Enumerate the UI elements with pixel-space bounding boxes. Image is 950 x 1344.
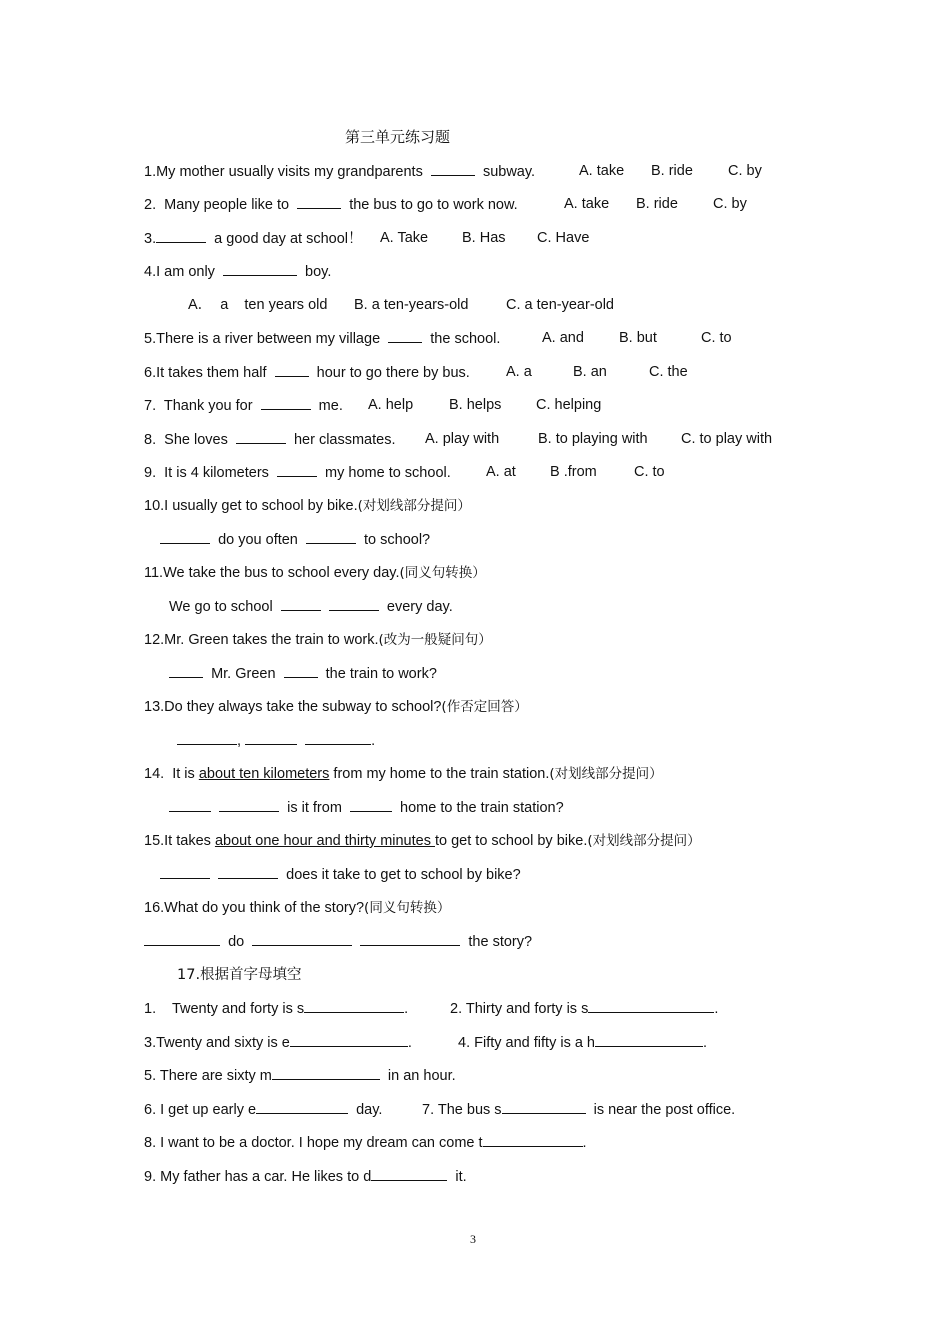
q4-option-b: B. a ten-years-old: [354, 297, 469, 313]
fill-line-4: [144, 1099, 736, 1120]
q1-text: 1.My mother usually visits my grandparents: [144, 164, 423, 180]
q9-after: my home to school.: [325, 465, 451, 481]
blank[interactable]: [284, 663, 318, 678]
fill-4-text: 4. Fifty and fifty is a h: [458, 1035, 595, 1051]
q7-option-c: C. helping: [536, 397, 602, 413]
blank[interactable]: [160, 864, 210, 879]
blank[interactable]: [223, 261, 297, 276]
q8-after: her classmates.: [293, 432, 396, 448]
q17-title: 17.根据首字母填空: [177, 967, 302, 983]
blank[interactable]: [595, 1032, 703, 1047]
question-12: [144, 630, 492, 650]
blank[interactable]: [290, 1032, 408, 1047]
q1-after: subway.: [482, 164, 536, 180]
page-number: 3: [470, 1232, 476, 1246]
blank[interactable]: [502, 1099, 586, 1114]
q8-text: 8. She loves: [144, 432, 228, 448]
q4-option-a: A． a ten years old: [188, 297, 328, 313]
blank[interactable]: [277, 462, 317, 477]
blank[interactable]: [219, 797, 279, 812]
fill-6-text: 6. I get up early e: [144, 1102, 257, 1118]
question-4: [144, 261, 331, 282]
q9-option-c: C. to: [634, 464, 665, 480]
fill-line-6: [144, 1166, 467, 1187]
q15-text-post: to get to school by bike.: [435, 833, 588, 849]
fill-5-text: 5. There are sixty m: [144, 1068, 272, 1084]
blank[interactable]: [388, 328, 422, 343]
question-10: [144, 496, 471, 516]
q11-answer-text-1: We go to school: [169, 599, 273, 615]
blank[interactable]: [144, 931, 220, 946]
question-1: [144, 161, 762, 182]
fill-1-text: 1. Twenty and forty is s: [144, 1001, 305, 1017]
q6-option-b: B. an: [573, 364, 607, 380]
fill-8-text: 8. I want to be a doctor. I hope my dream can come t: [144, 1135, 483, 1151]
fill-9-text: 9. My father has a car. He likes to d: [144, 1169, 372, 1185]
q14-answer-text-2: home to the train station?: [400, 800, 564, 816]
question-14-answer: [169, 797, 564, 818]
q4-option-c: C. a ten-year-old: [506, 297, 614, 313]
q3-text: 3.: [144, 231, 157, 247]
question-5: [144, 328, 732, 349]
question-15: [144, 831, 701, 851]
q12-text: 12.Mr. Green takes the train to work.: [144, 632, 379, 648]
fill-3-text: 3.Twenty and sixty is e: [144, 1035, 290, 1051]
blank[interactable]: [160, 529, 210, 544]
q6-text: 6.It takes them half: [144, 365, 267, 381]
question-11-answer: [169, 596, 453, 617]
q6-option-a: A. a: [506, 364, 532, 380]
q7-after: me.: [318, 398, 343, 414]
q5-option-c: C. to: [701, 330, 732, 346]
q13-note: (作否定回答）: [441, 699, 528, 715]
blank[interactable]: [218, 864, 278, 879]
blank[interactable]: [371, 1166, 447, 1181]
q4-after: boy.: [305, 264, 332, 280]
blank[interactable]: [252, 931, 352, 946]
question-12-answer: [169, 663, 437, 684]
q3-after: a good day at school！: [214, 231, 363, 247]
q9-text: 9. It is 4 kilometers: [144, 465, 269, 481]
q1-option-c: C. by: [728, 163, 762, 179]
q5-after: the school.: [430, 331, 501, 347]
q3-option-c: C. Have: [537, 230, 590, 246]
q11-text: 11.We take the bus to school every day.: [144, 565, 400, 581]
q15-answer-text-1: does it take to get to school by bike?: [286, 867, 521, 883]
q2-option-a: A. take: [564, 196, 610, 212]
q12-note: (改为一般疑问句）: [378, 632, 492, 648]
q8-option-b: B. to playing with: [538, 431, 648, 447]
q14-answer-text-1: is it from: [287, 800, 342, 816]
q8-option-c: C. to play with: [681, 431, 773, 447]
q10-answer-text-2: to school?: [364, 532, 431, 548]
q16-answer-text-2: the story?: [468, 934, 533, 950]
q14-note: (对划线部分提问）: [549, 766, 663, 782]
blank[interactable]: [483, 1132, 583, 1147]
q14-underlined: about ten kilometers: [198, 766, 330, 782]
q8-option-a: A. play with: [425, 431, 500, 447]
q5-text: 5.There is a river between my village: [144, 331, 381, 347]
fill-line-1: 1. Twenty and forty is s . 2. Thirty and forty is s .: [144, 998, 408, 1019]
fill-7-after: is near the post office.: [593, 1102, 736, 1118]
question-17-title: [177, 965, 302, 985]
q13-text: 13.Do they always take the subway to school?: [144, 699, 442, 715]
q5-option-b: B. but: [619, 330, 657, 346]
q7-option-a: A. help: [368, 397, 414, 413]
question-11: [144, 563, 486, 583]
question-16: [144, 898, 450, 918]
blank[interactable]: [177, 730, 237, 745]
q14-text-post: from my home to the train station.: [329, 766, 550, 782]
q7-option-b: B. helps: [449, 397, 502, 413]
blank[interactable]: [261, 395, 311, 410]
question-13: [144, 697, 528, 717]
q16-text: 16.What do you think of the story?: [144, 900, 365, 916]
blank[interactable]: [431, 161, 475, 176]
blank[interactable]: [236, 429, 286, 444]
blank[interactable]: [588, 998, 714, 1013]
q2-option-b: B. ride: [636, 196, 678, 212]
q5-option-a: A. and: [542, 330, 584, 346]
q12-answer-text-1: Mr. Green: [211, 666, 276, 682]
blank[interactable]: [297, 194, 341, 209]
question-10-answer: [160, 529, 430, 550]
blank[interactable]: [156, 228, 206, 243]
question-14: [144, 764, 663, 784]
q16-note: (同义句转换）: [364, 900, 451, 916]
question-8: [144, 429, 773, 450]
fill-line-2: 3.Twenty and sixty is e . 4. Fifty and fifty is a h .: [144, 1032, 412, 1053]
blank[interactable]: [281, 596, 321, 611]
q16-answer-text-1: do: [228, 934, 245, 950]
q2-after: the bus to go to work now.: [349, 197, 518, 213]
q11-answer-text-2: every day.: [386, 599, 453, 615]
q3-option-b: B. Has: [462, 230, 506, 246]
q10-note: (对划线部分提问）: [357, 498, 471, 514]
q15-text-pre: 15.It takes: [144, 833, 215, 849]
fill-line-3: [144, 1065, 456, 1086]
blank[interactable]: [304, 998, 404, 1013]
q1-option-a: A. take: [579, 163, 625, 179]
fill-6-after: day.: [356, 1102, 383, 1118]
blank[interactable]: [306, 529, 356, 544]
q11-note: (同义句转换）: [399, 565, 486, 581]
question-2: [144, 194, 747, 215]
q10-answer-text-1: do you often: [218, 532, 298, 548]
fill-7-text: 7. The bus s: [422, 1102, 502, 1118]
question-13-answer: , .: [177, 730, 375, 751]
q14-text-pre: 14. It is: [144, 766, 199, 782]
blank[interactable]: [275, 362, 309, 377]
q9-option-a: A. at: [486, 464, 516, 480]
page-title: 第三单元练习题: [345, 128, 451, 146]
fill-5-after: in an hour.: [387, 1068, 456, 1084]
blank[interactable]: [169, 797, 211, 812]
fill-9-after: it.: [455, 1169, 467, 1185]
q15-note: (对划线部分提问）: [587, 833, 701, 849]
question-4-options: [188, 295, 614, 315]
q12-answer-text-2: the train to work?: [325, 666, 437, 682]
question-9: [144, 462, 665, 483]
blank[interactable]: [350, 797, 392, 812]
q4-text: 4.I am only: [144, 264, 215, 280]
question-15-answer: [160, 864, 521, 885]
blank[interactable]: [305, 730, 371, 745]
question-16-answer: [144, 931, 532, 952]
q7-text: 7. Thank you for: [144, 398, 253, 414]
fill-line-5: 8. I want to be a doctor. I hope my dream can come t .: [144, 1132, 587, 1153]
blank[interactable]: [272, 1065, 380, 1080]
blank[interactable]: [360, 931, 460, 946]
blank[interactable]: [245, 730, 297, 745]
q1-option-b: B. ride: [651, 163, 693, 179]
question-3: [144, 228, 590, 249]
q2-text: 2. Many people like to: [144, 197, 290, 213]
q6-after: hour to go there by bus.: [316, 365, 470, 381]
q2-option-c: C. by: [713, 196, 747, 212]
q10-text: 10.I usually get to school by bike.: [144, 498, 358, 514]
q6-option-c: C. the: [649, 364, 688, 380]
q3-option-a: A. Take: [380, 230, 429, 246]
fill-2-text: 2. Thirty and forty is s: [450, 1001, 589, 1017]
blank[interactable]: [169, 663, 203, 678]
question-6: [144, 362, 688, 383]
blank[interactable]: [256, 1099, 348, 1114]
q15-underlined: about one hour and thirty minutes: [214, 833, 435, 849]
blank[interactable]: [329, 596, 379, 611]
question-7: [144, 395, 602, 416]
q9-option-b: B .from: [550, 464, 597, 480]
